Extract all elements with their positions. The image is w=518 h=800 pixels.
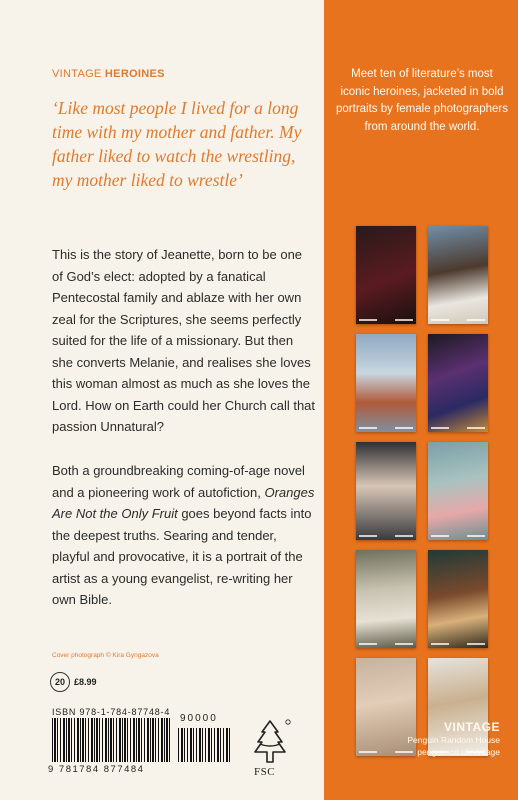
book-title-italic: Oranges Are Not the Only Fruit [52, 484, 315, 521]
fsc-logo-icon [248, 718, 292, 768]
cover-caption-marks [359, 319, 413, 321]
series-label-heroines: HEROINES [101, 68, 165, 80]
cover-orlando [428, 442, 488, 540]
cover-the-prime-of-miss-jean-brodie [428, 550, 488, 648]
isbn-text: ISBN 978-1-784-87748-4 [52, 707, 171, 717]
barcode-addon-number: 90000 [180, 713, 218, 724]
cover-oranges [356, 442, 416, 540]
cover-jane-eyre [428, 226, 488, 324]
cover-caption-marks [359, 535, 413, 537]
publisher-url: penguin.co.uk/vintage [417, 747, 500, 757]
barcode [52, 718, 170, 762]
series-label [52, 68, 165, 80]
cover-caption-marks [359, 427, 413, 429]
blurb-text: goes beyond facts into the deepest truths. Searing and tender, playful and provocative, it is a portrait of the artist as a young evangelist, re-writing her own Bible. [52, 506, 312, 607]
cover-madame-bovary [356, 334, 416, 432]
publisher-name: Penguin Random House [407, 735, 500, 745]
cover-mrs-dalloway [356, 226, 416, 324]
opening-quote: ‘Like most people I lived for a long time with my mother and father. My father liked to watch the wrestling, my mother liked to wrestle’ [52, 98, 302, 190]
cover-sula [428, 334, 488, 432]
blurb-paragraph-1: This is the story of Jeanette, born to be one of God’s elect: adopted by a fanatical Pentecostal family and ablaze with her own zeal for the Scriptures, she seems perfectly suited for the life of a missionary. But then she converts Melanie, and realises she loves this woman almost as much as she loves the Lord. How on Earth could her Church call that passion Unnatural? [52, 247, 316, 434]
cover-the-bell-jar [356, 550, 416, 648]
series-label-vintage: VINTAGE [52, 68, 102, 80]
cover-caption-marks [359, 643, 413, 645]
blurb-text: Both a groundbreaking coming-of-age novel and a pioneering work of autofiction, [52, 463, 305, 500]
cover-caption-marks [431, 427, 485, 429]
cover-caption-marks [431, 643, 485, 645]
series-intro: Meet ten of literature’s most iconic heroines, jacketed in bold portraits by female photographers from around the world. [336, 68, 508, 133]
cover-credit: Cover photograph © Kira Gyngazova [52, 652, 159, 659]
publisher-brand: VINTAGE [444, 720, 500, 734]
barcode-addon [178, 728, 230, 762]
price-row [50, 672, 97, 692]
price: £8.99 [74, 677, 97, 687]
age-badge: 20 [50, 672, 70, 692]
publisher-block [407, 720, 500, 758]
blurb-paragraph-2 [52, 460, 316, 611]
fsc-label: FSC [254, 766, 276, 778]
barcode-digits: 9 781784 877484 [48, 764, 145, 775]
cover-caption-marks [431, 535, 485, 537]
cover-caption-marks [359, 751, 413, 753]
cover-caption-marks [431, 319, 485, 321]
